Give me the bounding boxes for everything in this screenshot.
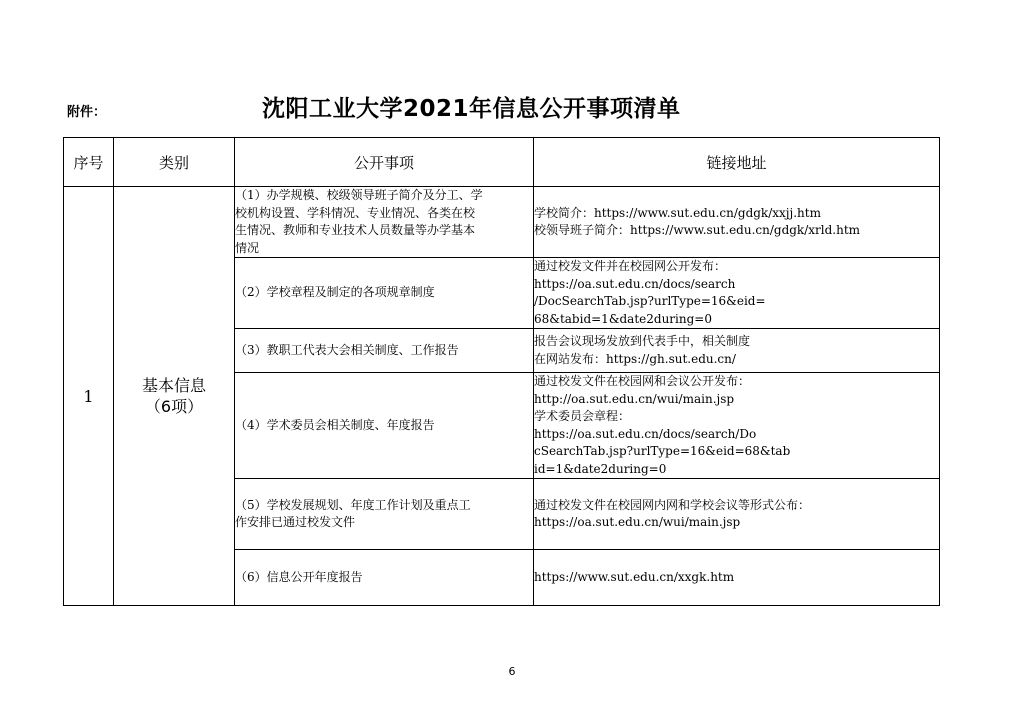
link-line: cSearchTab.jsp?urlType=16&eid=68&tab [534,444,791,458]
column-header-seq: 序号 [64,138,114,187]
disclosure-table [63,137,940,606]
item-line: 生情况、教师和专业技术人员数量等办学基本 [235,223,476,237]
item-line: （2）学校章程及制定的各项规章制度 [235,285,435,300]
row-seq: 1 [64,187,114,606]
link-line: 68&tabid=1&date2during=0 [534,311,712,326]
link-line: http://oa.sut.edu.cn/wui/main.jsp [534,391,735,406]
item-cell [235,550,534,606]
link-line: id=1&date2during=0 [534,461,667,476]
row-category [114,187,235,606]
item-cell [235,329,534,373]
item-cell [235,479,534,550]
link-line: https://oa.sut.edu.cn/wui/main.jsp [534,515,741,529]
item-line: （5）学校发展规划、年度工作计划及重点工 [235,497,471,512]
item-line: （6）信息公开年度报告 [235,569,363,584]
item-line: 情况 [235,240,260,255]
column-header-category: 类别 [114,138,235,187]
page-title: 沈阳工业大学2021年信息公开事项清单 [262,96,681,122]
link-line: 在网站发布：https://gh.sut.edu.cn/ [534,351,736,366]
link-cell [534,479,940,550]
column-header-link: 链接地址 [534,138,940,187]
item-line: 校机构设置、学科情况、专业情况、各类在校 [235,205,476,220]
item-line: 作安排已通过校发文件 [235,515,356,529]
item-line: （1）办学规模、校级领导班子简介及分工、学 [235,188,483,202]
link-line: https://oa.sut.edu.cn/docs/search/Do [534,426,757,441]
category-name: 基本信息 [141,376,206,395]
item-line: （4）学术委员会相关制度、年度报告 [235,417,435,432]
link-line: https://www.sut.edu.cn/xxgk.htm [534,569,735,584]
link-line: 校领导班子简介：https://www.sut.edu.cn/gdgk/xrld.htm [534,223,861,237]
link-cell [534,550,940,606]
link-cell [534,258,940,329]
link-cell [534,329,940,373]
link-line: 报告会议现场发放到代表手中，相关制度 [534,334,751,348]
column-header-item: 公开事项 [235,138,534,187]
category-count: （6项） [144,397,204,416]
table-row [64,187,940,258]
link-line: 学校简介：https://www.sut.edu.cn/gdgk/xxjj.htm [534,205,821,220]
link-cell [534,187,940,258]
attachment-label: 附件： [67,105,107,120]
page-number: 6 [508,665,516,678]
link-cell [534,373,940,479]
item-cell [235,258,534,329]
link-line: /DocSearchTab.jsp?urlType=16&eid= [534,294,766,308]
item-line: （3）教职工代表大会相关制度、工作报告 [235,342,459,357]
item-cell [235,187,534,258]
item-cell [235,373,534,479]
link-line: 通过校发文件在校园网内网和学校会议等形式公布： [534,497,811,512]
link-line: 通过校发文件在校园网和会议公开发布： [534,374,751,388]
link-line: 学术委员会章程： [534,409,631,423]
link-line: https://oa.sut.edu.cn/docs/search [534,276,736,291]
table-header-row [64,138,940,187]
link-line: 通过校发文件并在校园网公开发布： [534,259,727,273]
